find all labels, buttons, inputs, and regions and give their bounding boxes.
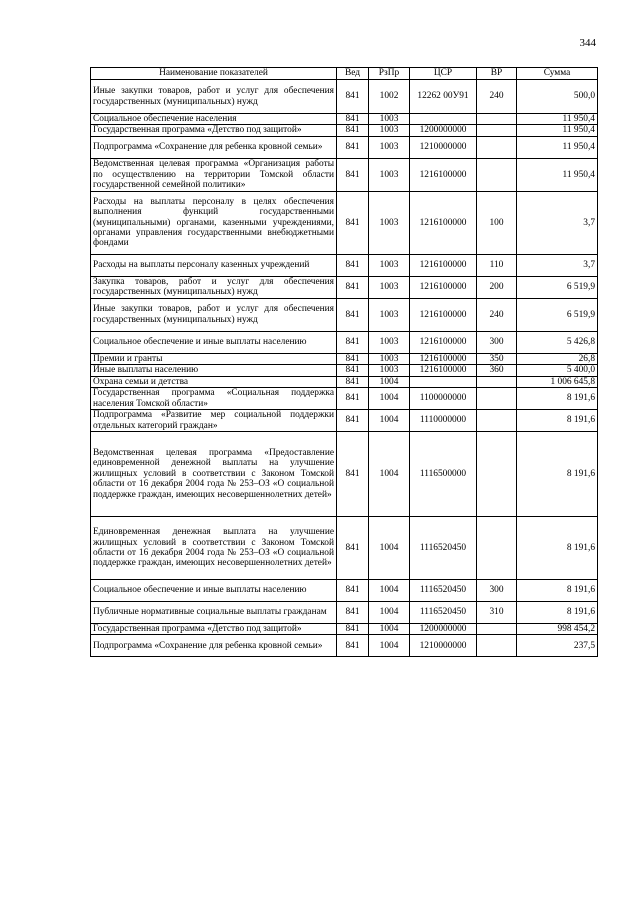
cell-vr: [477, 136, 517, 158]
cell-ved: 841: [337, 136, 369, 158]
table-row: [91, 276, 598, 298]
table-row: [91, 158, 598, 191]
cell-csr: 1110000000: [410, 410, 477, 432]
cell-name: Государственная программа «Детство под защитой»: [91, 624, 337, 635]
cell-csr: 1210000000: [410, 136, 477, 158]
cell-rzpr: 1003: [369, 114, 410, 125]
cell-vr: [477, 410, 517, 432]
cell-vr: 200: [477, 276, 517, 298]
cell-sum: 11 950,4: [517, 114, 598, 125]
cell-vr: [477, 114, 517, 125]
cell-ved: 841: [337, 114, 369, 125]
cell-vr: 240: [477, 80, 517, 114]
cell-ved: 841: [337, 635, 369, 657]
cell-name: Ведомственная целевая программа «Организация работы по осуществлению на территории Томской области государственной семейной политики»: [91, 158, 337, 191]
cell-sum: 1 006 645,8: [517, 376, 598, 387]
cell-rzpr: 1004: [369, 635, 410, 657]
table-row: [91, 432, 598, 517]
cell-vr: [477, 158, 517, 191]
cell-sum: 8 191,6: [517, 410, 598, 432]
cell-sum: 8 191,6: [517, 580, 598, 602]
column-header-vr: ВР: [477, 68, 517, 80]
cell-rzpr: 1003: [369, 158, 410, 191]
cell-rzpr: 1003: [369, 191, 410, 254]
table-row: [91, 388, 598, 410]
cell-sum: 998 454,2: [517, 624, 598, 635]
cell-name: Премии и гранты: [91, 353, 337, 364]
page-number: 344: [579, 37, 596, 49]
cell-sum: 11 950,4: [517, 125, 598, 136]
cell-rzpr: 1004: [369, 432, 410, 517]
table-row: [91, 365, 598, 376]
cell-rzpr: 1003: [369, 125, 410, 136]
table-row: [91, 517, 598, 580]
cell-ved: 841: [337, 298, 369, 331]
cell-ved: 841: [337, 432, 369, 517]
cell-csr: 1116500000: [410, 432, 477, 517]
cell-rzpr: 1003: [369, 331, 410, 353]
column-header-rzpr: РзПр: [369, 68, 410, 80]
cell-ved: 841: [337, 353, 369, 364]
cell-ved: 841: [337, 388, 369, 410]
cell-rzpr: 1002: [369, 80, 410, 114]
cell-rzpr: 1004: [369, 602, 410, 624]
cell-ved: 841: [337, 331, 369, 353]
cell-csr: 1216100000: [410, 353, 477, 364]
cell-sum: 6 519,9: [517, 298, 598, 331]
cell-ved: 841: [337, 80, 369, 114]
cell-rzpr: 1003: [369, 254, 410, 276]
cell-sum: 3,7: [517, 254, 598, 276]
cell-vr: 300: [477, 580, 517, 602]
cell-ved: 841: [337, 365, 369, 376]
cell-vr: 100: [477, 191, 517, 254]
cell-ved: 841: [337, 517, 369, 580]
cell-csr: 1210000000: [410, 635, 477, 657]
cell-vr: 310: [477, 602, 517, 624]
column-header-csr: ЦСР: [410, 68, 477, 80]
column-header-sum: Сумма: [517, 68, 598, 80]
cell-sum: 500,0: [517, 80, 598, 114]
cell-csr: 1116520450: [410, 580, 477, 602]
cell-name: Охрана семьи и детства: [91, 376, 337, 387]
cell-name: Государственная программа «Социальная поддержка населения Томской области»: [91, 388, 337, 410]
table-row: [91, 376, 598, 387]
cell-ved: 841: [337, 125, 369, 136]
table-row: [91, 136, 598, 158]
table-row: [91, 602, 598, 624]
cell-ved: 841: [337, 191, 369, 254]
column-header-ved: Вед: [337, 68, 369, 80]
budget-table: [90, 67, 598, 657]
cell-vr: 360: [477, 365, 517, 376]
cell-name: Публичные нормативные социальные выплаты гражданам: [91, 602, 337, 624]
cell-csr: 12262 00У91: [410, 80, 477, 114]
cell-vr: [477, 125, 517, 136]
cell-vr: [477, 635, 517, 657]
table-row: [91, 624, 598, 635]
table-row: [91, 114, 598, 125]
cell-csr: 1100000000: [410, 388, 477, 410]
table-row: [91, 298, 598, 331]
table-row: [91, 80, 598, 114]
cell-sum: 6 519,9: [517, 276, 598, 298]
cell-name: Ведомственная целевая программа «Предоставление единовременной денежной выплаты на улучшение жилищных условий в соответствии с Законом Томской области от 16 декабря 2004 года № 253–ОЗ «О социальной поддержке граждан, имеющих несовершеннолетних детей»: [91, 432, 337, 517]
cell-rzpr: 1003: [369, 136, 410, 158]
cell-csr: 1216100000: [410, 298, 477, 331]
cell-vr: [477, 517, 517, 580]
cell-name: Подпрограмма «Сохранение для ребенка кровной семьи»: [91, 136, 337, 158]
cell-sum: 26,8: [517, 353, 598, 364]
table-body: [91, 80, 598, 657]
cell-name: Подпрограмма «Сохранение для ребенка кровной семьи»: [91, 635, 337, 657]
cell-sum: 8 191,6: [517, 517, 598, 580]
cell-rzpr: 1003: [369, 276, 410, 298]
table-row: [91, 353, 598, 364]
cell-name: Иные закупки товаров, работ и услуг для обеспечения государственных (муниципальных) нужд: [91, 298, 337, 331]
cell-name: Социальное обеспечение населения: [91, 114, 337, 125]
cell-vr: 300: [477, 331, 517, 353]
cell-csr: 1116520450: [410, 517, 477, 580]
cell-csr: [410, 376, 477, 387]
cell-rzpr: 1004: [369, 410, 410, 432]
cell-ved: 841: [337, 376, 369, 387]
cell-rzpr: 1003: [369, 353, 410, 364]
cell-rzpr: 1004: [369, 580, 410, 602]
cell-rzpr: 1004: [369, 624, 410, 635]
cell-ved: 841: [337, 276, 369, 298]
cell-vr: [477, 432, 517, 517]
table-row: [91, 410, 598, 432]
cell-csr: 1200000000: [410, 125, 477, 136]
table-row: [91, 635, 598, 657]
table-row: [91, 191, 598, 254]
table-row: [91, 580, 598, 602]
column-header-name: Наименование показателей: [91, 68, 337, 80]
cell-csr: 1200000000: [410, 624, 477, 635]
cell-sum: 8 191,6: [517, 432, 598, 517]
table-row: [91, 331, 598, 353]
table-header-row: [91, 68, 598, 80]
cell-csr: 1216100000: [410, 254, 477, 276]
cell-name: Иные выплаты населению: [91, 365, 337, 376]
table-row: [91, 125, 598, 136]
cell-csr: [410, 114, 477, 125]
cell-name: Расходы на выплаты персоналу в целях обеспечения выполнения функций государственными (муниципальными) органами, казенными учреждениями, органами управления государственными внебюджетными фондами: [91, 191, 337, 254]
cell-name: Социальное обеспечение и иные выплаты населению: [91, 580, 337, 602]
cell-name: Подпрограмма «Развитие мер социальной поддержки отдельных категорий граждан»: [91, 410, 337, 432]
cell-sum: 11 950,4: [517, 158, 598, 191]
cell-csr: 1216100000: [410, 365, 477, 376]
cell-vr: 110: [477, 254, 517, 276]
cell-csr: 1116520450: [410, 602, 477, 624]
cell-vr: [477, 388, 517, 410]
cell-rzpr: 1004: [369, 376, 410, 387]
cell-ved: 841: [337, 410, 369, 432]
cell-csr: 1216100000: [410, 158, 477, 191]
cell-name: Государственная программа «Детство под защитой»: [91, 125, 337, 136]
cell-csr: 1216100000: [410, 276, 477, 298]
cell-name: Единовременная денежная выплата на улучшение жилищных условий в соответствии с Законом Томской области от 16 декабря 2004 года № 253–ОЗ «О социальной поддержке граждан, имеющих несовершеннолетних детей»: [91, 517, 337, 580]
cell-ved: 841: [337, 158, 369, 191]
cell-sum: 3,7: [517, 191, 598, 254]
cell-csr: 1216100000: [410, 191, 477, 254]
cell-sum: 237,5: [517, 635, 598, 657]
cell-vr: 350: [477, 353, 517, 364]
cell-name: Социальное обеспечение и иные выплаты населению: [91, 331, 337, 353]
cell-sum: 5 426,8: [517, 331, 598, 353]
cell-csr: 1216100000: [410, 331, 477, 353]
cell-sum: 5 400,0: [517, 365, 598, 376]
cell-sum: 8 191,6: [517, 602, 598, 624]
table-row: [91, 254, 598, 276]
cell-sum: 11 950,4: [517, 136, 598, 158]
cell-rzpr: 1004: [369, 388, 410, 410]
cell-sum: 8 191,6: [517, 388, 598, 410]
cell-vr: [477, 376, 517, 387]
cell-rzpr: 1003: [369, 365, 410, 376]
cell-ved: 841: [337, 624, 369, 635]
cell-name: Иные закупки товаров, работ и услуг для обеспечения государственных (муниципальных) нужд: [91, 80, 337, 114]
cell-name: Расходы на выплаты персоналу казенных учреждений: [91, 254, 337, 276]
cell-ved: 841: [337, 254, 369, 276]
cell-ved: 841: [337, 602, 369, 624]
cell-vr: [477, 624, 517, 635]
cell-vr: 240: [477, 298, 517, 331]
cell-rzpr: 1004: [369, 517, 410, 580]
cell-rzpr: 1003: [369, 298, 410, 331]
cell-name: Закупка товаров, работ и услуг для обеспечения государственных (муниципальных) нужд: [91, 276, 337, 298]
cell-ved: 841: [337, 580, 369, 602]
